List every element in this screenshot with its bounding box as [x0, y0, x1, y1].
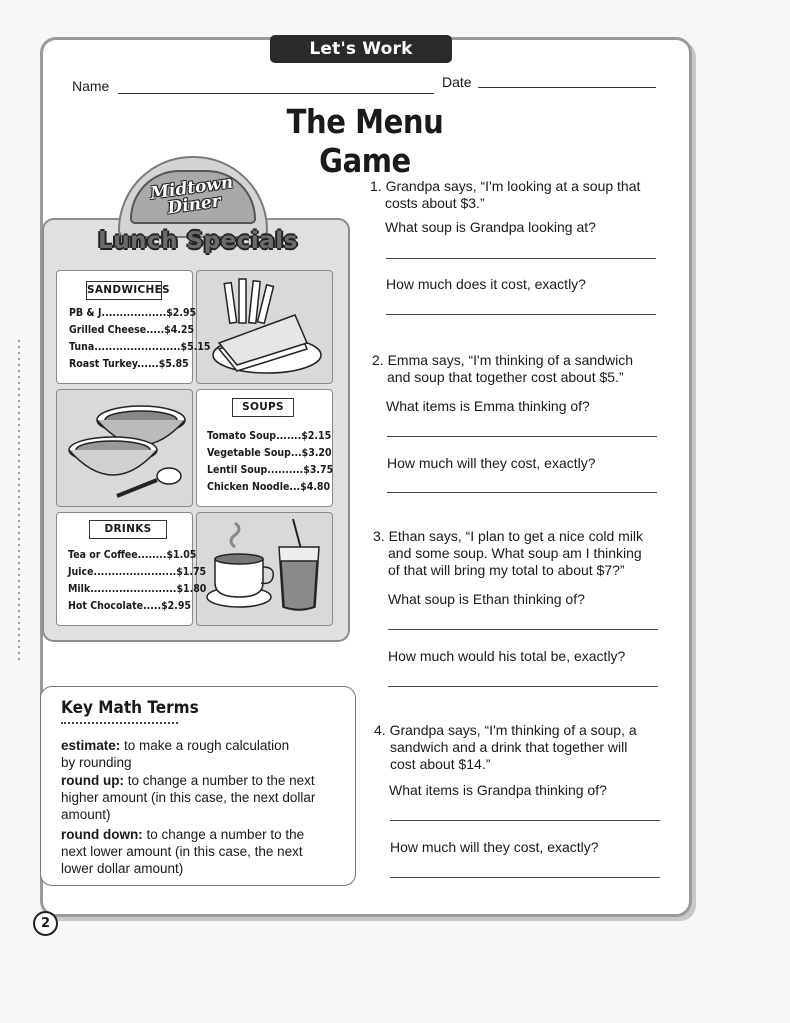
term-round-up: round up: to change a number to the next higher amount (in this case, the next dollar amount): [61, 773, 316, 822]
menu-item: Chicken Noodle...$4.80: [207, 480, 331, 493]
title-underline: [61, 722, 178, 724]
question-1: 1. Grandpa says, “I'm looking at a soup that costs about $3.”: [370, 178, 641, 211]
question-3-prompt-2: How much would his total be, exactly?: [388, 648, 626, 664]
binding-margin: [18, 340, 20, 660]
question-3: 3. Ethan says, “I plan to get a nice cold milk and some soup. What soup am I thinking of that will bring my total to about $7?”: [373, 528, 644, 578]
key-math-terms-title: Key Math Terms: [61, 698, 199, 718]
question-2-prompt-1: What items is Emma thinking of?: [386, 398, 590, 414]
drinks-heading: DRINKS: [89, 520, 167, 539]
answer-line[interactable]: [386, 258, 656, 259]
menu-item: Tea or Coffee........$1.05: [68, 548, 197, 561]
term-estimate: estimate: to make a rough calculation by rounding: [61, 738, 290, 770]
date-field[interactable]: [478, 87, 656, 88]
question-4: 4. Grandpa says, “I'm thinking of a soup, a sandwich and a drink that together will cost about $14.”: [374, 722, 637, 772]
answer-line[interactable]: [388, 686, 658, 687]
diner-name: Midtown Diner: [149, 172, 235, 219]
menu-item: Juice.......................$1.75: [68, 565, 207, 578]
answer-line[interactable]: [386, 314, 656, 315]
page-number: 2: [33, 911, 58, 936]
answer-line[interactable]: [387, 492, 657, 493]
soup-bowl-icon: [57, 390, 191, 505]
menu-item: Hot Chocolate.....$2.95: [68, 599, 191, 612]
answer-line[interactable]: [390, 820, 660, 821]
sandwiches-heading: SANDWICHES: [86, 281, 162, 300]
question-4-prompt-1: What items is Grandpa thinking of?: [389, 782, 607, 798]
question-1-prompt-1: What soup is Grandpa looking at?: [385, 219, 596, 235]
sandwich-icon: [197, 271, 331, 382]
cup-and-glass-icon: [197, 513, 331, 624]
menu-item: PB & J..................$2.95: [69, 306, 197, 319]
question-1-prompt-2: How much does it cost, exactly?: [386, 276, 586, 292]
question-4-prompt-2: How much will they cost, exactly?: [390, 839, 599, 855]
menu-item: Vegetable Soup...$3.20: [207, 446, 332, 459]
answer-line[interactable]: [387, 436, 657, 437]
question-2: 2. Emma says, “I'm thinking of a sandwich and soup that together cost about $5.”: [372, 352, 634, 385]
term-round-down: round down: to change a number to the next lower amount (in this case, the next lower dollar amount): [61, 827, 305, 876]
soup-illustration: [56, 389, 193, 507]
menu-item: Lentil Soup..........$3.75: [207, 463, 334, 476]
name-label: Name: [72, 78, 110, 94]
question-3-prompt-1: What soup is Ethan thinking of?: [388, 591, 585, 607]
answer-line[interactable]: [388, 629, 658, 630]
sandwich-illustration: [196, 270, 333, 384]
menu-item: Grilled Cheese.....$4.25: [69, 323, 195, 336]
menu-item: Roast Turkey......$5.85: [69, 357, 189, 370]
soups-heading: SOUPS: [232, 398, 294, 417]
name-field[interactable]: [118, 93, 434, 94]
menu-item: Tuna........................$5.15: [69, 340, 211, 353]
date-label: Date: [442, 74, 472, 90]
drinks-illustration: [196, 512, 333, 626]
page-title: The Menu Game: [286, 102, 444, 180]
activity-banner: Let's Work Together: [270, 35, 452, 63]
menu-item: Tomato Soup.......$2.15: [207, 429, 332, 442]
answer-line[interactable]: [390, 877, 660, 878]
menu-item: Milk........................$1.80: [68, 582, 207, 595]
board-title: Lunch Specials: [98, 228, 298, 254]
question-2-prompt-2: How much will they cost, exactly?: [387, 455, 596, 471]
